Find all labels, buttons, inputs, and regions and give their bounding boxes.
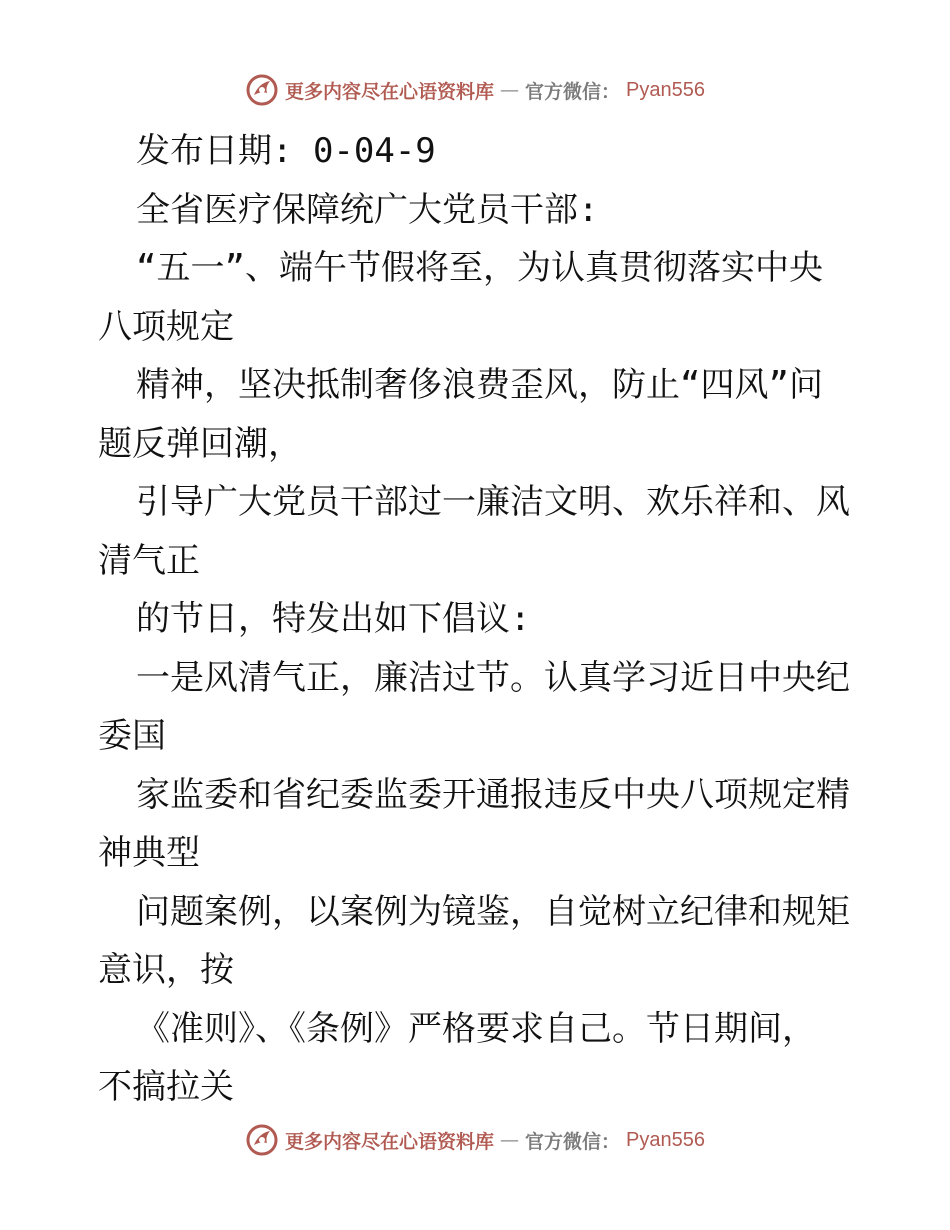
watermark-site-text: 更多内容尽在心语资料库 [285,1130,495,1153]
text-line: 全省医疗保障统广大党员干部: [136,189,599,230]
text-line: 委国 [98,716,166,756]
watermark-wechat-id: Pyan556 [626,1128,705,1151]
watermark-official-label: 官方微信： [525,1130,621,1153]
watermark-footer [0,1122,950,1158]
text-line: 问题案例，以案例为镜鉴，自觉树立纪律和规矩 [136,891,850,932]
document-body [98,122,858,1117]
text-line: 家监委和省纪委监委开通报违反中央八项规定精 [136,774,850,815]
text-line: 神典型 [98,833,200,873]
text-line: 意识，按 [98,950,234,990]
watermark-site-text: 更多内容尽在心语资料库 [285,80,495,103]
text-line: “五一”、端午节假将至，为认真贯彻落实中央 [136,248,823,288]
text-line: 《准则》、《条例》严格要求自己。节日期间， [136,1008,816,1049]
watermark-dash: — [500,79,520,101]
text-line: 精神，坚决抵制奢侈浪费歪风，防止“四风”问 [136,365,823,405]
brand-logo-icon [245,73,279,107]
watermark-header [0,72,950,108]
text-line: 发布日期: 0-04-9 [136,131,436,171]
text-line: 一是风清气正，廉洁过节。认真学习近日中央纪 [136,657,850,698]
text-line: 引导广大党员干部过一廉洁文明、欢乐祥和、风 [136,482,850,522]
watermark-wechat-id: Pyan556 [626,78,705,101]
text-line: 八项规定 [98,306,234,347]
text-line: 的节日，特发出如下倡议: [136,599,531,639]
text-line: 题反弹回潮， [98,423,302,464]
text-line: 清气正 [98,540,200,581]
watermark-official-label: 官方微信： [525,80,621,103]
watermark-dash: — [500,1129,520,1151]
brand-logo-icon [245,1123,279,1157]
text-line: 不搞拉关 [98,1067,234,1107]
